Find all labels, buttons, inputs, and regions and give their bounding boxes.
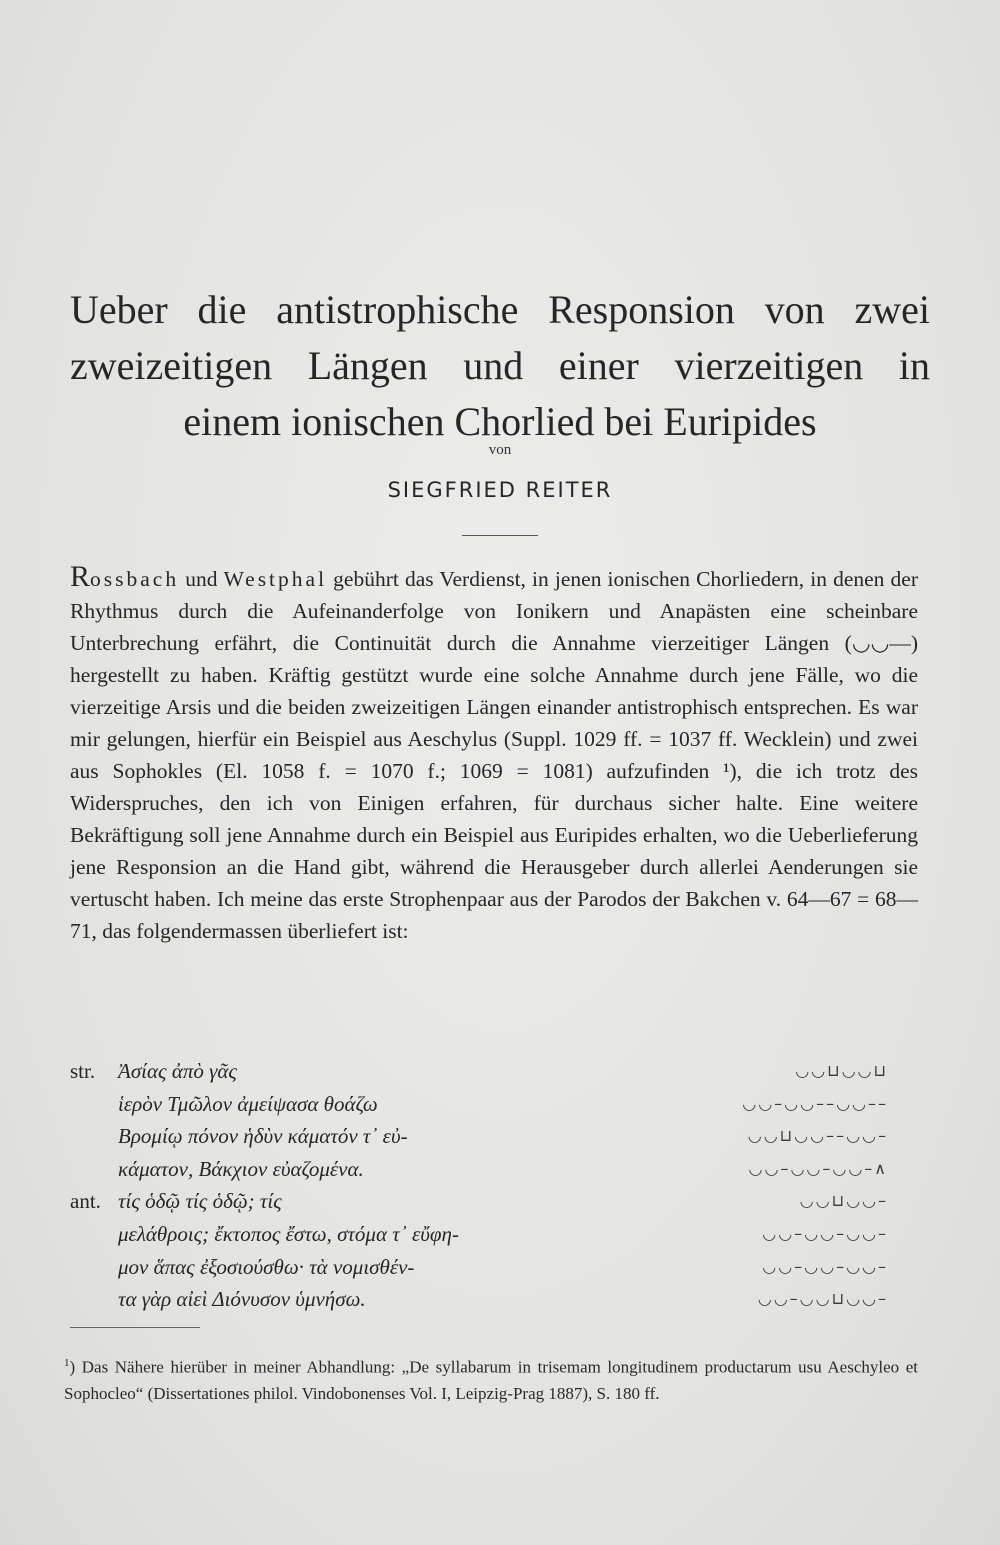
footnote-divider xyxy=(70,1327,200,1328)
footnote-text: ) Das Nähere hierüber in meiner Abhandlung: „De syllabarum in trisemam longitudinem productarum usu Aeschyleo et Sophocleo“ (Dissertationes philol. Vindobonenses Vol. I, Leipzig-Prag 1887), S. 180 ff. xyxy=(64,1357,918,1403)
verse-line xyxy=(70,1189,930,1221)
greek-verse-text: μον ἅπας ἐξοσιούσθω· τὰ νομισθέν- xyxy=(118,1254,415,1279)
greek-verse-text: ἱερὸν Τμῶλον ἀμείψασα θοάζω xyxy=(118,1091,378,1116)
verse-line xyxy=(70,1059,930,1091)
metrical-scheme: ◡◡⊔◡◡– xyxy=(799,1191,888,1211)
title-line-3: einem ionischen Chorlied bei Euripides xyxy=(183,399,817,444)
greek-verse-text: Βρομίῳ πόνον ἡδὺν κάματόν τ᾽ εὐ- xyxy=(118,1124,408,1149)
verse-line xyxy=(70,1287,930,1319)
greek-verse-text: τίς ὁδῷ τίς ὁδῷ; τίς xyxy=(118,1189,282,1214)
metrical-scheme: ◡◡–◡◡–◡◡– xyxy=(762,1224,888,1243)
paragraph-text: gebührt das Verdienst, in jenen ionischen Chorliedern, in denen der Rhythmus durch die Aufeinanderfolge von Ionikern und Anapästen eine scheinbare Unterbrechung erfährt, die Continuität durch die Annahme vierzeitiger Längen (◡◡—) hergestellt zu haben. Kräftig gestützt wurde eine solche Annahme durch jene Fälle, wo die vierzeitige Arsis und die beiden zweizeitigen Längen einander antistrophisch entsprechen. Es war mir gelungen, hierfür ein Beispiel aus Aeschylus (Suppl. 1029 ff. = 1037 ff. Wecklein) und zwei aus Sophokles (El. 1058 f. = 1070 f.; 1069 = 1081) aufzufinden ¹), die ich trotz des Widerspruches, den ich von Einigen erfahren, für durchaus sicher halte. Eine weitere Bekräftigung soll jene Annahme durch ein Beispiel aus Euripides erhalten, wo die Ueberlieferung jene Responsion an die Hand gibt, während die Herausgeber durch allerlei Aenderungen sie vertuscht haben. Ich meine das erste Strophenpaar aus der Parodos der Bakchen v. 64—67 = 68—71, das folgendermassen überliefert ist: xyxy=(70,567,918,943)
verse-label: str. xyxy=(70,1059,96,1083)
metrical-scheme: ◡◡–◡◡⊔◡◡– xyxy=(757,1289,888,1309)
author-name: SIEGFRIED REITER xyxy=(387,478,613,502)
greek-verse-text: τα γὰρ αἰεὶ Διόνυσον ὑμνήσω. xyxy=(118,1287,366,1312)
verse-line xyxy=(70,1255,930,1287)
body-paragraph xyxy=(70,562,918,947)
title-line-1: Ueber die antistrophische Responsion von zwei xyxy=(70,287,930,332)
metrical-scheme: ◡◡⊔◡◡––◡◡– xyxy=(747,1126,888,1146)
metrical-scheme: ◡◡–◡◡–◡◡– xyxy=(762,1256,888,1276)
author-name-2: Westphal xyxy=(223,567,328,591)
verse-line xyxy=(70,1157,930,1189)
metrical-scheme: ◡◡–◡◡––◡◡–– xyxy=(742,1093,888,1113)
verse-line xyxy=(70,1222,930,1254)
drop-cap: R xyxy=(70,560,91,593)
verse-line xyxy=(70,1092,930,1124)
article-title xyxy=(70,282,930,450)
title-line-2: zweizeitigen Längen und einer vierzeitigen in xyxy=(70,343,930,388)
greek-verse-text: μελάθροις; ἔκτοπος ἔστω, στόμα τ᾽ εὔφη- xyxy=(118,1222,459,1246)
verse-line xyxy=(70,1124,930,1156)
byline: von xyxy=(488,442,512,458)
metrical-scheme: ◡◡⊔◡◡⊔ xyxy=(795,1061,888,1080)
title-divider xyxy=(462,535,538,536)
metrical-scheme: ◡◡–◡◡–◡◡–∧ xyxy=(748,1158,888,1178)
verse-label: ant. xyxy=(70,1189,101,1214)
footnote-marker: 1 xyxy=(64,1357,70,1369)
author-name-1: ossbach xyxy=(90,567,180,591)
greek-verse-text: κάματον, Βάκχιον εὐαζομένα. xyxy=(118,1156,364,1181)
conjunction: und xyxy=(179,567,224,591)
footnote xyxy=(64,1350,918,1407)
greek-verse-text: Ἀσίας ἀπὸ γᾶς xyxy=(118,1059,237,1083)
